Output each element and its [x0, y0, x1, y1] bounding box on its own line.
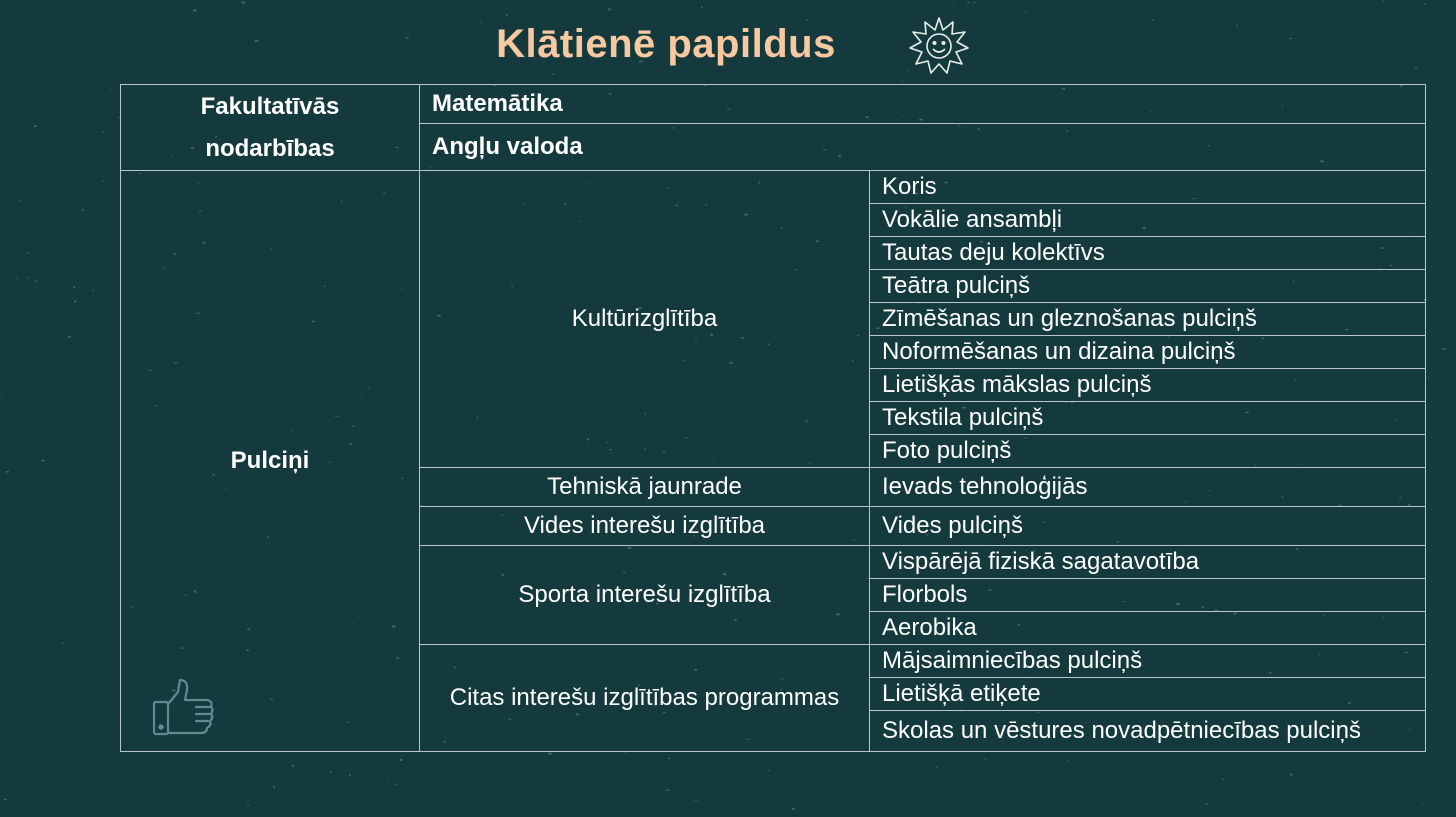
- chalk-speck: [548, 753, 552, 755]
- list-item: Noformēšanas un dizaina pulciņš: [870, 336, 1426, 369]
- chalk-speck: [395, 784, 398, 785]
- chalk-speck: [1068, 760, 1069, 762]
- chalk-speck: [92, 290, 94, 291]
- list-item: Florbols: [870, 579, 1426, 612]
- chalk-speck: [19, 200, 21, 201]
- chalk-speck: [4, 799, 7, 800]
- chalk-speck: [1425, 3, 1427, 5]
- chalk-speck: [1222, 779, 1224, 781]
- activities-table: [120, 84, 1426, 752]
- chalk-speck: [506, 14, 508, 16]
- group-citas-programmas: Citas interešu izglītības programmas: [420, 645, 870, 752]
- chalk-speck: [61, 643, 65, 644]
- chalk-speck: [1290, 773, 1292, 775]
- chalk-speck: [552, 73, 555, 74]
- chalk-speck: [291, 765, 294, 767]
- chalk-speck: [73, 286, 75, 288]
- chalk-speck: [15, 278, 18, 279]
- list-item: Skolas un vēstures novadpētniecības pulciņš: [870, 711, 1426, 752]
- chalk-speck: [1428, 376, 1429, 378]
- chalk-speck: [247, 805, 250, 806]
- chalk-speck: [901, 81, 902, 82]
- pulcini-label: Pulciņi: [121, 171, 420, 752]
- chalk-speck: [967, 2, 970, 3]
- group-tehniska-jaunrade: Tehniskā jaunrade: [420, 468, 870, 507]
- chalk-speck: [330, 771, 332, 772]
- chalk-speck: [973, 2, 975, 4]
- chalk-speck: [985, 758, 987, 760]
- table-row: [121, 171, 1426, 204]
- chalk-speck: [668, 758, 671, 759]
- list-item: Foto pulciņš: [870, 435, 1426, 468]
- list-item: Mājsaimniecības pulciņš: [870, 645, 1426, 678]
- page-title: Klātienē papildus: [496, 22, 836, 66]
- list-item: Aerobika: [870, 612, 1426, 645]
- chalk-speck: [110, 89, 112, 90]
- chalk-speck: [102, 131, 104, 133]
- list-item: Tekstila pulciņš: [870, 402, 1426, 435]
- table-row: [121, 85, 1426, 124]
- list-item: Zīmēšanas un gleznošanas pulciņš: [870, 303, 1426, 336]
- chalk-speck: [806, 19, 808, 20]
- list-item: Tautas deju kolektīvs: [870, 237, 1426, 270]
- list-item: Vispārējā fiziskā sagatavotība: [870, 546, 1426, 579]
- chalk-speck: [694, 800, 698, 801]
- group-vides-izglitiba: Vides interešu izglītība: [420, 507, 870, 546]
- chalk-speck: [1151, 20, 1154, 21]
- chalk-speck: [68, 336, 71, 338]
- subject-anglu-valoda: Angļu valoda: [420, 124, 1426, 171]
- chalk-speck: [41, 460, 44, 462]
- list-item: Lietišķās mākslas pulciņš: [870, 369, 1426, 402]
- subject-matematika: Matemātika: [420, 85, 1426, 124]
- smiling-sun-icon: [907, 14, 971, 78]
- chalk-speck: [428, 815, 429, 816]
- chalk-speck: [26, 253, 29, 254]
- chalk-speck: [0, 398, 2, 399]
- list-item: Teātra pulciņš: [870, 270, 1426, 303]
- chalk-speck: [701, 7, 703, 9]
- chalk-speck: [273, 786, 275, 788]
- chalk-speck: [792, 808, 795, 810]
- chalk-speck: [1442, 348, 1446, 350]
- chalk-speck: [6, 471, 10, 473]
- chalk-speck: [388, 781, 389, 782]
- fakultativas-label: Fakultatīvās nodarbības: [121, 85, 420, 171]
- chalk-speck: [103, 180, 105, 182]
- list-item: Ievads tehnoloģijās: [870, 468, 1426, 507]
- chalk-speck: [936, 766, 937, 768]
- chalk-speck: [35, 280, 38, 281]
- chalk-speck: [193, 9, 197, 11]
- chalk-speck: [608, 8, 611, 10]
- chalk-speck: [28, 277, 30, 279]
- chalk-speck: [1205, 804, 1209, 805]
- chalk-speck: [666, 789, 670, 790]
- chalk-speck: [400, 759, 403, 761]
- chalk-speck: [1422, 803, 1424, 804]
- chalk-speck: [1382, 1, 1384, 2]
- chalk-speck: [242, 1, 246, 3]
- chalk-speck: [1414, 67, 1418, 68]
- chalk-speck: [349, 774, 351, 776]
- chalk-speck: [34, 125, 37, 127]
- list-item: Koris: [870, 171, 1426, 204]
- chalk-speck: [74, 300, 77, 302]
- list-item: Vokālie ansambļi: [870, 204, 1426, 237]
- list-item: Lietišķā etiķete: [870, 678, 1426, 711]
- chalk-speck: [81, 209, 84, 211]
- thumbs-up-icon: [150, 676, 218, 740]
- chalk-speck: [1025, 11, 1027, 12]
- chalk-speck: [952, 6, 953, 7]
- list-item: Vides pulciņš: [870, 507, 1426, 546]
- group-kulturizglitiba: Kultūrizglītība: [420, 171, 870, 468]
- chalk-speck: [112, 719, 113, 720]
- group-sporta-izglitiba: Sporta interešu izglītība: [420, 546, 870, 645]
- chalk-speck: [768, 770, 769, 771]
